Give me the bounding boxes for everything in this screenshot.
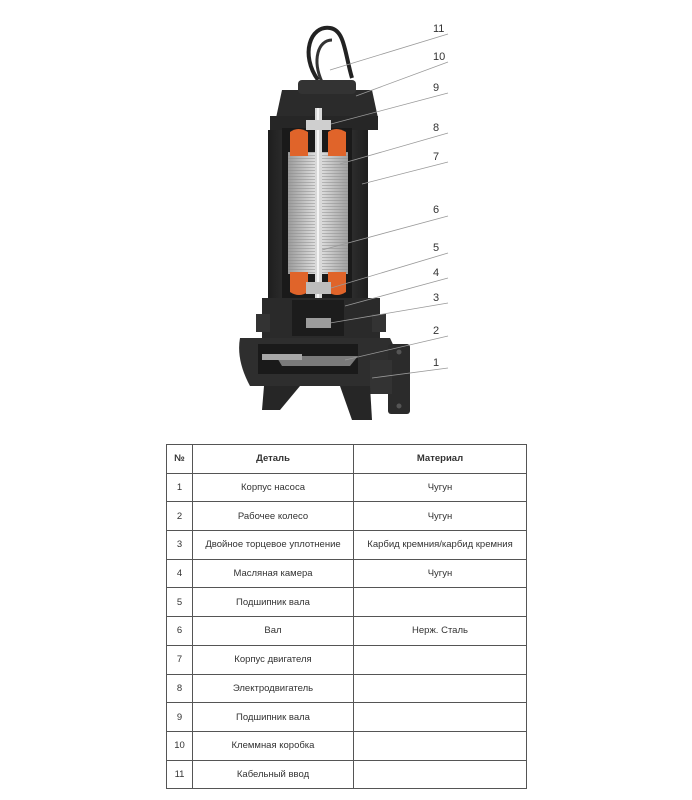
row-detail: Подшипник вала — [193, 588, 354, 617]
winding-bottom — [290, 272, 308, 295]
row-material — [354, 588, 527, 617]
table-row — [167, 731, 527, 760]
bearing-top — [306, 120, 331, 130]
seal — [306, 318, 331, 328]
pump-stand — [262, 386, 300, 410]
row-detail: Электродвигатель — [193, 674, 354, 703]
row-num: 5 — [167, 588, 193, 617]
callout-10: 10 — [433, 51, 446, 63]
callout-5: 5 — [433, 242, 440, 254]
row-num: 3 — [167, 531, 193, 560]
callout-7: 7 — [433, 151, 440, 163]
table-row — [167, 531, 527, 560]
table-row — [167, 674, 527, 703]
row-detail: Корпус двигателя — [193, 645, 354, 674]
callout-6: 6 — [433, 204, 440, 216]
parts-table — [166, 444, 527, 789]
row-num: 2 — [167, 502, 193, 531]
row-num: 10 — [167, 731, 193, 760]
cable — [309, 28, 352, 80]
row-material: Нерж. Сталь — [354, 617, 527, 646]
row-num: 11 — [167, 760, 193, 789]
table-row — [167, 473, 527, 502]
row-material: Чугун — [354, 473, 527, 502]
callout-11: 11 — [433, 23, 445, 35]
row-num: 1 — [167, 473, 193, 502]
row-num: 8 — [167, 674, 193, 703]
table-row — [167, 588, 527, 617]
row-material: Чугун — [354, 502, 527, 531]
winding-top — [290, 129, 308, 156]
callout-8: 8 — [433, 122, 440, 134]
row-material — [354, 703, 527, 732]
row-detail: Подшипник вала — [193, 703, 354, 732]
callout-1: 1 — [433, 357, 440, 369]
table-row — [167, 760, 527, 789]
row-detail: Клеммная коробка — [193, 731, 354, 760]
callout-3: 3 — [433, 292, 440, 304]
row-material — [354, 674, 527, 703]
table-row — [167, 559, 527, 588]
row-detail: Двойное торцевое уплотнение — [193, 531, 354, 560]
header-material: Материал — [354, 445, 527, 474]
row-material: Карбид кремния/карбид кремния — [354, 531, 527, 560]
table-row — [167, 617, 527, 646]
header-num: № — [167, 445, 193, 474]
row-num: 4 — [167, 559, 193, 588]
row-detail: Рабочее колесо — [193, 502, 354, 531]
row-material — [354, 731, 527, 760]
table-header-row — [167, 445, 527, 474]
row-num: 6 — [167, 617, 193, 646]
callout-2: 2 — [433, 325, 440, 337]
row-num: 7 — [167, 645, 193, 674]
callout-9: 9 — [433, 82, 440, 94]
header-detail: Деталь — [193, 445, 354, 474]
table-row — [167, 645, 527, 674]
table-row — [167, 703, 527, 732]
row-detail: Вал — [193, 617, 354, 646]
row-detail: Кабельный ввод — [193, 760, 354, 789]
row-material — [354, 645, 527, 674]
row-material: Чугун — [354, 559, 527, 588]
terminal-box — [276, 90, 378, 118]
row-detail: Корпус насоса — [193, 473, 354, 502]
callout-4: 4 — [433, 267, 440, 279]
row-num: 9 — [167, 703, 193, 732]
table-row — [167, 502, 527, 531]
bearing-bottom — [306, 282, 331, 294]
row-material — [354, 760, 527, 789]
row-detail: Масляная камера — [193, 559, 354, 588]
